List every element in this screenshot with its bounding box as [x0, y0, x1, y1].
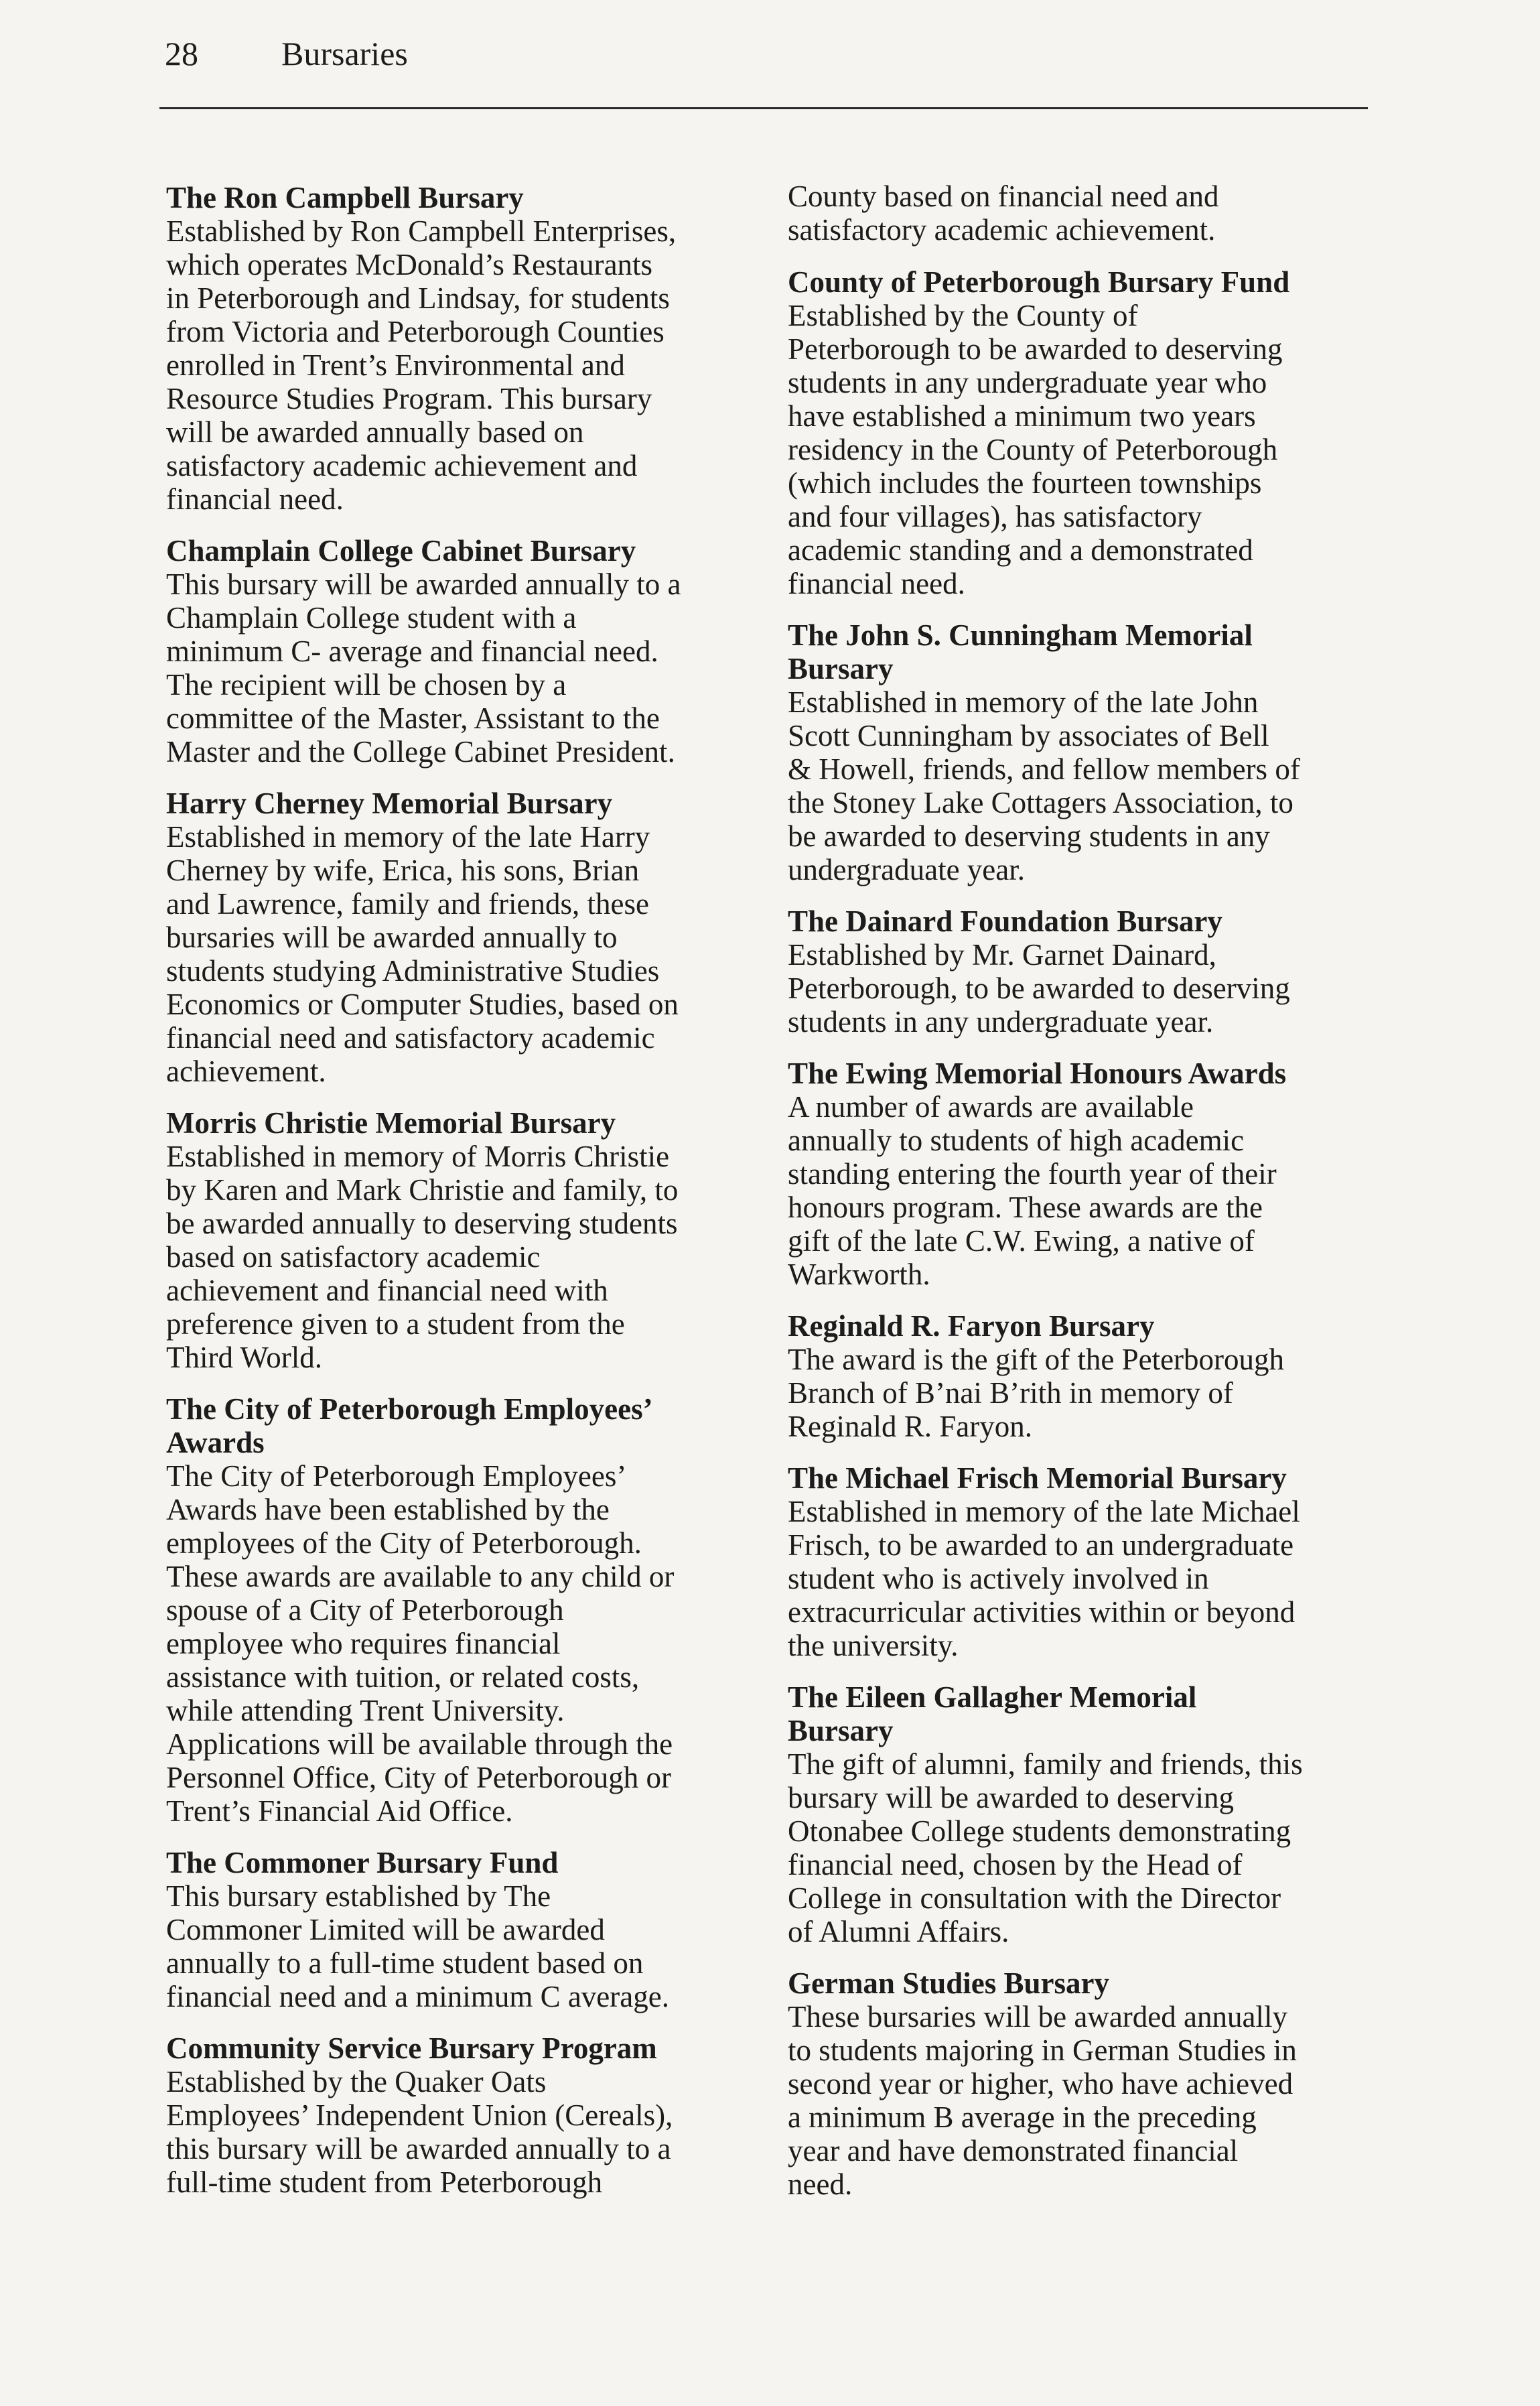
page-number: 28	[165, 35, 198, 72]
bursary-description: Established in memory of the late John Scott Cunningham by associates of Bell & Howell, friends, and fellow members of the Stoney Lake Cottagers Association, to be awarded to deserving students in any undergraduate year.	[788, 685, 1300, 886]
bursary-description: The award is the gift of the Peterborough Branch of B’nai B’rith in memory of Reginald R. Faryon.	[788, 1343, 1285, 1443]
bursary-entry	[788, 265, 1377, 600]
bursary-entry	[166, 2031, 756, 2199]
bursary-description: This bursary will be awarded annually to a Champlain College student with a minimum C- average and financial need. The recipient will be chosen by a committee of the Master, Assistant to the Master and the College Cabinet President.	[166, 567, 681, 768]
right-column	[788, 180, 1377, 2219]
continued-text	[788, 180, 1377, 247]
bursary-description: The City of Peterborough Employees’ Awards have been established by the employees of the City of Peterborough. These awards are available to any child or spouse of a City of Peterborough employee who requires financial assistance with tuition, or related costs, while attending Trent University. Applications will be available through the Personnel Office, City of Peterborough or Trent’s Financial Aid Office.	[166, 1459, 675, 1828]
header-rule	[159, 107, 1368, 109]
bursary-title: The Commoner Bursary Fund	[166, 1846, 559, 1879]
bursary-description: Established by the Quaker Oats Employees’ Independent Union (Cereals), this bursary will be awarded annually to a full-time student from Peterborough	[166, 2065, 673, 2199]
bursary-title: Community Service Bursary Program	[166, 2031, 657, 2065]
bursary-title: German Studies Bursary	[788, 1966, 1110, 2000]
continued-description: County based on financial need and satisfactory academic achievement.	[788, 180, 1219, 247]
section-title: Bursaries	[281, 35, 408, 72]
bursary-title: The John S. Cunningham Memorial Bursary	[788, 618, 1253, 685]
bursary-title: County of Peterborough Bursary Fund	[788, 265, 1290, 299]
left-column	[166, 181, 756, 2217]
bursary-description: Established in memory of Morris Christie by Karen and Mark Christie and family, to be awarded annually to deserving students based on satisfactory academic achievement and financial need with preference given to a student from the Third World.	[166, 1140, 679, 1374]
bursary-title: The Michael Frisch Memorial Bursary	[788, 1461, 1287, 1495]
bursary-description: These bursaries will be awarded annually to students majoring in German Studies in second year or higher, who have achieved a minimum B average in the preceding year and have demonstrated financial need.	[788, 2000, 1297, 2201]
bursary-title: Reginald R. Faryon Bursary	[788, 1309, 1155, 1343]
bursary-entry	[166, 534, 756, 768]
bursary-title: The Eileen Gallagher Memorial Bursary	[788, 1680, 1197, 1747]
bursary-entry	[788, 1057, 1377, 1291]
bursary-entry	[166, 787, 756, 1088]
page-header	[165, 34, 408, 74]
bursary-title: Champlain College Cabinet Bursary	[166, 534, 636, 567]
bursary-entry	[788, 1966, 1377, 2201]
bursary-title: Harry Cherney Memorial Bursary	[166, 787, 613, 820]
bursary-entry	[166, 1846, 756, 2013]
bursary-description: Established by Ron Campbell Enterprises, which operates McDonald’s Restaurants in Peterborough and Lindsay, for students from Victoria and Peterborough Counties enrolled in Trent’s Environmental and Resource Studies Program. This bursary will be awarded annually based on satisfactory academic achievement and financial need.	[166, 214, 677, 516]
bursary-description: Established by Mr. Garnet Dainard, Peterborough, to be awarded to deserving students in any undergraduate year.	[788, 938, 1290, 1039]
bursary-entry	[788, 1461, 1377, 1662]
bursary-description: Established in memory of the late Michael Frisch, to be awarded to an undergraduate student who is actively involved in extracurricular activities within or beyond the university.	[788, 1495, 1300, 1662]
bursary-description: A number of awards are available annually to students of high academic standing entering the fourth year of their honours program. These awards are the gift of the late C.W. Ewing, a native of Warkworth.	[788, 1090, 1277, 1291]
bursary-title: The Ewing Memorial Honours Awards	[788, 1057, 1287, 1090]
bursary-entry	[166, 181, 756, 516]
bursary-description: Established by the County of Peterborough to be awarded to deserving students in any undergraduate year who have established a minimum two years residency in the County of Peterborough (which includes the fourteen townships and four villages), has satisfactory academic standing and a demonstrated financial need.	[788, 299, 1283, 600]
bursary-entry	[788, 1680, 1377, 1948]
bursary-entry	[166, 1392, 756, 1828]
bursary-description: This bursary established by The Commoner Limited will be awarded annually to a full-time student based on financial need and a minimum C average.	[166, 1879, 669, 2013]
bursary-title: The Dainard Foundation Bursary	[788, 905, 1222, 938]
bursary-title: The Ron Campbell Bursary	[166, 181, 524, 214]
bursary-description: The gift of alumni, family and friends, this bursary will be awarded to deserving Otonabee College students demonstrating financial need, chosen by the Head of College in consultation with the Director of Alumni Affairs.	[788, 1747, 1303, 1948]
bursary-entry	[788, 905, 1377, 1039]
bursary-entry	[166, 1106, 756, 1374]
bursary-description: Established in memory of the late Harry Cherney by wife, Erica, his sons, Brian and Lawrence, family and friends, these bursaries will be awarded annually to students studying Administrative Studies Economics or Computer Studies, based on financial need and satisfactory academic achievement.	[166, 820, 679, 1088]
bursary-entry	[788, 1309, 1377, 1443]
bursary-title: Morris Christie Memorial Bursary	[166, 1106, 616, 1140]
bursary-title: The City of Peterborough Employees’ Awards	[166, 1392, 653, 1459]
bursary-entry	[788, 618, 1377, 886]
